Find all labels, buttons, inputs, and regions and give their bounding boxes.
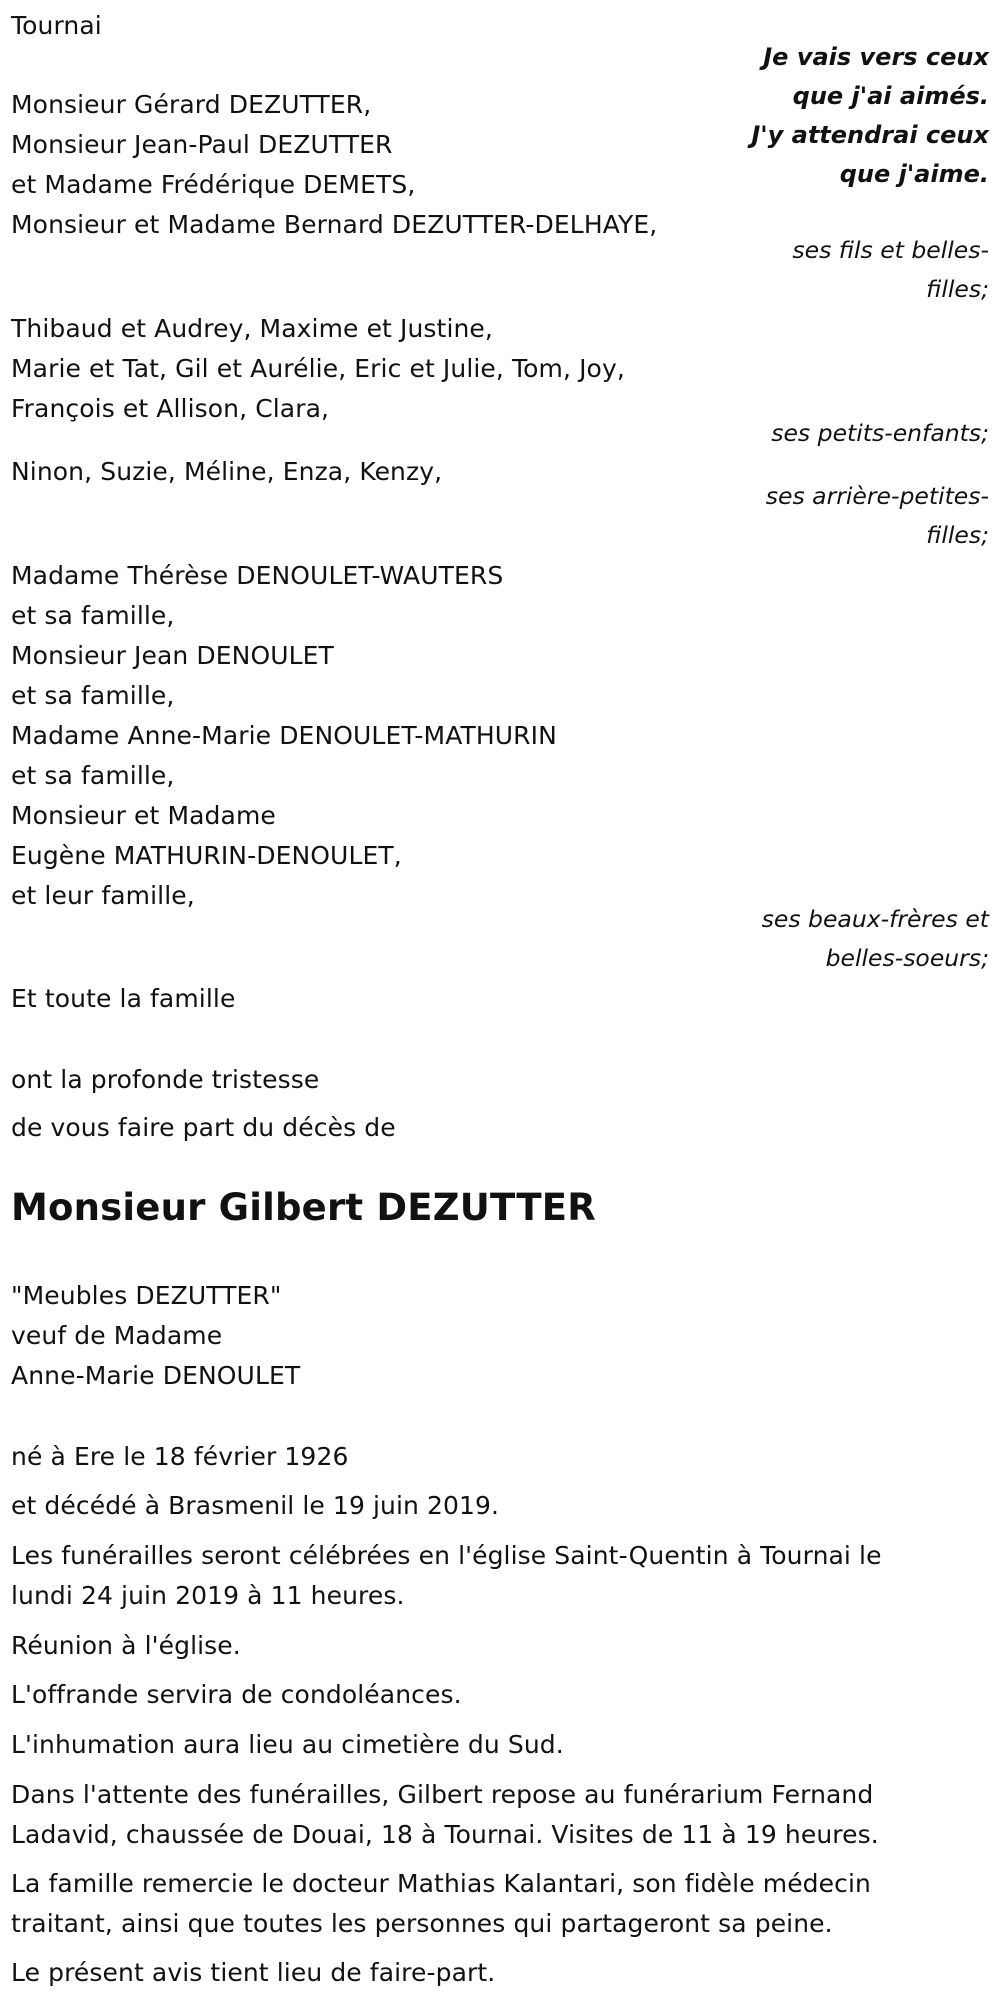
funeral-line-1: Les funérailles seront célébrées en l'église Saint-Quentin à Tournai le bbox=[11, 1541, 882, 1570]
announcement-line-1: ont la profonde tristesse bbox=[11, 1065, 320, 1094]
great-grandchildren: Ninon, Suzie, Méline, Enza, Kenzy, bbox=[11, 457, 443, 486]
location: Tournai bbox=[11, 11, 102, 40]
children-relation-2: filles; bbox=[926, 275, 989, 303]
children-line-4: Monsieur et Madame Bernard DEZUTTER-DELHAYE, bbox=[11, 210, 658, 239]
thanks-line-1: La famille remercie le docteur Mathias Kalantari, son fidèle médecin bbox=[11, 1869, 871, 1898]
quote-line-1: Je vais vers ceux bbox=[763, 43, 989, 71]
in-laws-line-7: Monsieur et Madame bbox=[11, 801, 276, 830]
children-line-2: Monsieur Jean-Paul DEZUTTER bbox=[11, 130, 393, 159]
children-relation-1: ses fils et belles- bbox=[792, 236, 989, 264]
meeting-info: Réunion à l'église. bbox=[11, 1631, 241, 1660]
offering-info: L'offrande servira de condoléances. bbox=[11, 1680, 462, 1709]
whole-family: Et toute la famille bbox=[11, 984, 236, 1013]
in-laws-line-4: et sa famille, bbox=[11, 681, 175, 710]
quote-line-3: J'y attendrai ceux bbox=[751, 121, 989, 149]
in-laws-line-3: Monsieur Jean DENOULET bbox=[11, 641, 334, 670]
grandchildren-line-3: François et Allison, Clara, bbox=[11, 394, 330, 423]
in-laws-line-5: Madame Anne-Marie DENOULET-MATHURIN bbox=[11, 721, 557, 750]
deceased-detail-1: "Meubles DEZUTTER" bbox=[11, 1281, 282, 1310]
in-laws-relation-2: belles-soeurs; bbox=[825, 944, 989, 972]
grandchildren-line-1: Thibaud et Audrey, Maxime et Justine, bbox=[11, 314, 493, 343]
thanks-line-2: traitant, ainsi que toutes les personnes qui partageront sa peine. bbox=[11, 1909, 833, 1938]
repose-line-2: Ladavid, chaussée de Douai, 18 à Tournai. Visites de 11 à 19 heures. bbox=[11, 1820, 879, 1849]
in-laws-line-6: et sa famille, bbox=[11, 761, 175, 790]
children-line-3: et Madame Frédérique DEMETS, bbox=[11, 170, 416, 199]
repose-line-1: Dans l'attente des funérailles, Gilbert repose au funérarium Fernand bbox=[11, 1780, 874, 1809]
grandchildren-line-2: Marie et Tat, Gil et Aurélie, Eric et Julie, Tom, Joy, bbox=[11, 354, 625, 383]
quote-line-2: que j'ai aimés. bbox=[792, 82, 989, 110]
deceased-name: Monsieur Gilbert DEZUTTER bbox=[11, 1186, 596, 1229]
children-line-1: Monsieur Gérard DEZUTTER, bbox=[11, 90, 372, 119]
deceased-detail-2: veuf de Madame bbox=[11, 1321, 223, 1350]
deceased-detail-3: Anne-Marie DENOULET bbox=[11, 1361, 301, 1390]
in-laws-line-9: et leur famille, bbox=[11, 881, 195, 910]
closing-note: Le présent avis tient lieu de faire-part. bbox=[11, 1958, 496, 1987]
quote-line-4: que j'aime. bbox=[839, 160, 989, 188]
in-laws-line-2: et sa famille, bbox=[11, 601, 175, 630]
announcement-line-2: de vous faire part du décès de bbox=[11, 1113, 396, 1142]
great-grandchildren-relation-2: filles; bbox=[926, 521, 989, 549]
great-grandchildren-relation-1: ses arrière-petites- bbox=[765, 482, 989, 510]
funeral-line-2: lundi 24 juin 2019 à 11 heures. bbox=[11, 1581, 405, 1610]
in-laws-line-8: Eugène MATHURIN-DENOULET, bbox=[11, 841, 402, 870]
death-info: et décédé à Brasmenil le 19 juin 2019. bbox=[11, 1491, 500, 1520]
grandchildren-relation: ses petits-enfants; bbox=[771, 419, 989, 447]
in-laws-line-1: Madame Thérèse DENOULET-WAUTERS bbox=[11, 561, 504, 590]
in-laws-relation-1: ses beaux-frères et bbox=[761, 905, 989, 933]
birth-info: né à Ere le 18 février 1926 bbox=[11, 1442, 349, 1471]
burial-info: L'inhumation aura lieu au cimetière du Sud. bbox=[11, 1730, 564, 1759]
